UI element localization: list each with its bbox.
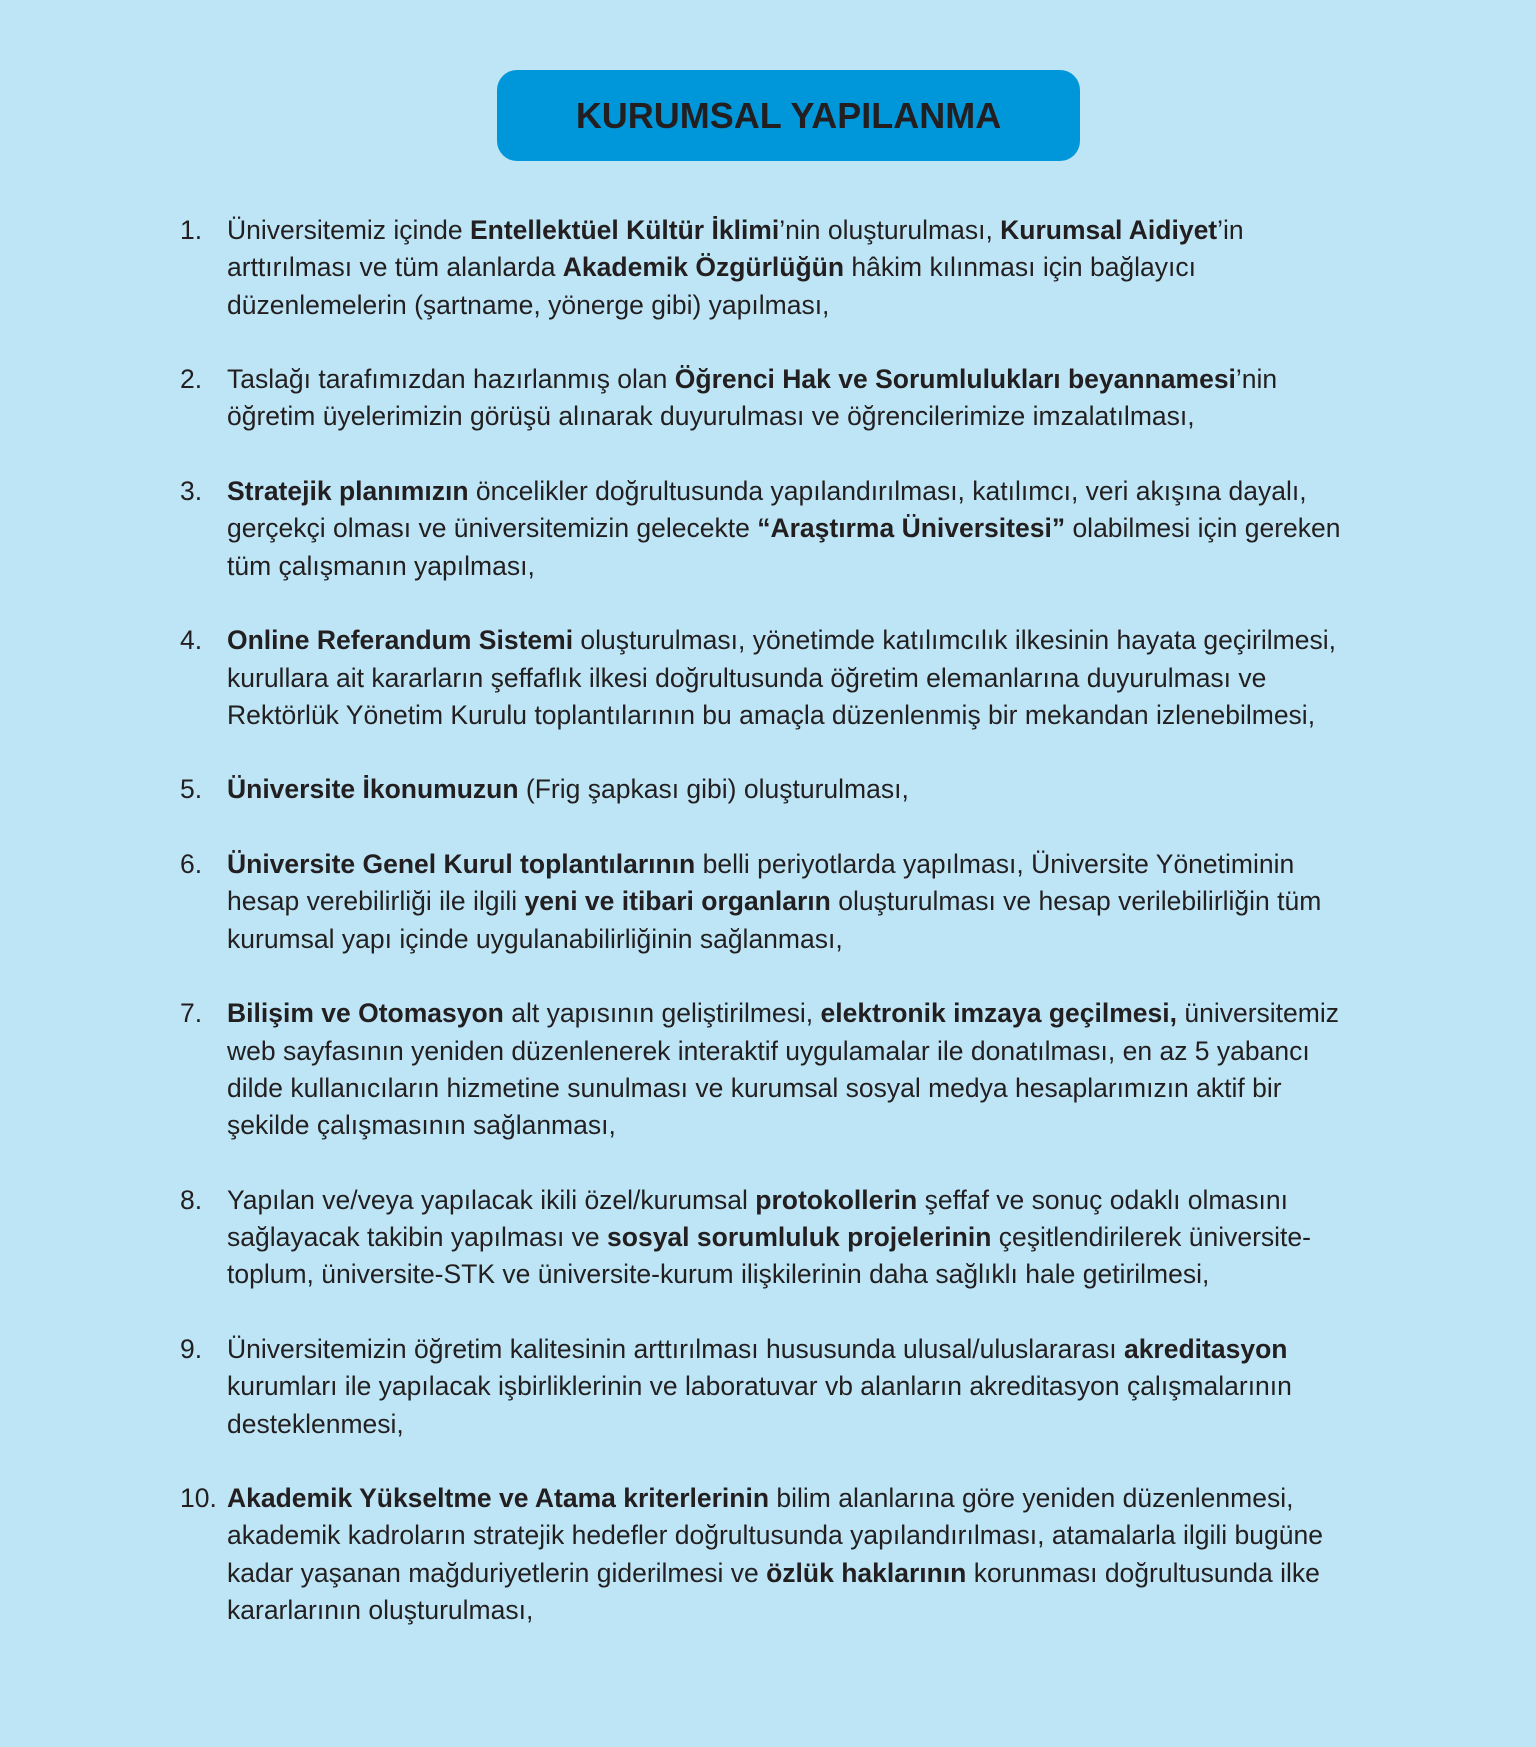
list-item-text: [227, 998, 1339, 1140]
list-item: [180, 473, 1360, 585]
body-text: oluşturulması ve hesap verilebilirliğin tüm kurumsal yapı içinde uygulanabilirliğinin sağlanması,: [227, 886, 1322, 954]
emphasis-text: özlük haklarının: [766, 1557, 967, 1588]
list-item: [180, 212, 1360, 324]
body-text: oluşturulması, yönetimde katılımcılık ilkesinin hayata geçirilmesi, kurullara ait kararların şeffaflık ilkesi doğrultusunda öğretim elemanlarına duyurulması ve Rektörlük Yönetim Kurulu toplantılarının bu amaçla düzenlenmiş bir mekandan izlenebilmesi,: [227, 625, 1336, 730]
body-text: alt yapısının geliştirilmesi,: [503, 998, 821, 1029]
emphasis-text: Bilişim ve Otomasyon: [227, 998, 504, 1029]
emphasis-text: Online Referandum Sistemi: [227, 625, 574, 656]
list-item-text: [227, 215, 1244, 320]
body-text: Üniversitemiz içinde: [227, 215, 470, 245]
list-item: [180, 771, 1360, 808]
list-item-number: 9.: [180, 1333, 203, 1364]
list-item-text: [227, 849, 1321, 954]
list-item-text: [227, 625, 1336, 730]
body-text: belli periyotlarda yapılması, Üniversite Yönetiminin hesap verebilirliği ile ilgili: [227, 849, 1295, 917]
emphasis-text: akreditasyon: [1123, 1333, 1288, 1364]
body-text: ’nin öğretim üyelerimizin görüşü alınarak duyurulması ve öğrencilerimize imzalatılması,: [227, 364, 1278, 432]
body-text: hâkim kılınması için bağlayıcı düzenlemelerin (şartname, yönerge gibi) yapılması,: [227, 252, 1197, 320]
numbered-list: [180, 212, 1360, 1667]
list-item-number: 7.: [180, 998, 203, 1029]
list-item-text: [227, 476, 1341, 581]
list-item-number: 3.: [180, 476, 203, 507]
page-title: KURUMSAL YAPILANMA: [575, 94, 1002, 136]
body-text: ’in arttırılması ve tüm alanlarda: [227, 215, 1244, 283]
emphasis-text: sosyal sorumluluk projelerinin: [607, 1222, 992, 1253]
list-item: [180, 622, 1360, 734]
list-item-number: 8.: [180, 1184, 203, 1215]
emphasis-text: Akademik Yükseltme ve Atama kriterlerinin: [227, 1483, 770, 1514]
emphasis-text: Akademik Özgürlüğün: [562, 252, 845, 283]
body-text: olabilmesi için gereken tüm çalışmanın yapılması,: [227, 513, 1341, 581]
list-item-text: [227, 1185, 1311, 1290]
emphasis-text: Öğrenci Hak ve Sorumlulukları beyannamesi: [674, 364, 1236, 395]
emphasis-text: protokollerin: [755, 1184, 918, 1215]
list-item-number: 10.: [180, 1483, 217, 1514]
list-item: [180, 1182, 1360, 1294]
list-item-number: 2.: [180, 364, 203, 395]
body-text: kurumları ile yapılacak işbirliklerinin ve laboratuvar vb alanların akreditasyon çalışmalarının desteklenmesi,: [227, 1371, 1292, 1439]
list-item-number: 1.: [180, 215, 203, 245]
body-text: ’nin oluşturulması,: [779, 215, 1001, 245]
emphasis-text: Üniversite Genel Kurul toplantılarının: [227, 849, 696, 880]
list-item: [180, 361, 1360, 436]
body-text: korunması doğrultusunda ilke kararlarının oluşturulması,: [227, 1557, 1320, 1625]
body-text: öncelikler doğrultusunda yapılandırılması, katılımcı, veri akışına dayalı, gerçekçi olması ve üniversitemizin gelecekte: [227, 476, 1307, 544]
title-banner: [497, 70, 1080, 161]
body-text: bilim alanlarına göre yeniden düzenlenmesi, akademik kadroların stratejik hedefler doğrultusunda yapılandırılması, atamalarla ilgili bugüne kadar yaşanan mağduriyetlerin giderilmesi ve: [227, 1483, 1323, 1588]
list-item-text: [227, 1334, 1292, 1439]
list-item-text: [227, 364, 1277, 431]
body-text: üniversitemiz web sayfasının yeniden düzenlenerek interaktif uygulamalar ile donatılması, en az 5 yabancı dilde kullanıcıların hizmetine sunulması ve kurumsal sosyal medya hesaplarımızın aktif bir şekilde çalışmasının sağlanması,: [227, 998, 1339, 1141]
list-item-text: [227, 774, 909, 804]
emphasis-text: yeni ve itibari organların: [524, 886, 831, 917]
emphasis-text: Üniversite İkonumuzun: [227, 774, 519, 805]
list-item-number: 6.: [180, 849, 203, 880]
emphasis-text: Stratejik planımızın: [227, 476, 469, 507]
list-item-number: 4.: [180, 625, 203, 656]
list-item: [180, 1480, 1360, 1629]
body-text: Yapılan ve/veya yapılacak ikili özel/kurumsal: [227, 1184, 756, 1215]
list-item: [180, 995, 1360, 1144]
body-text: Üniversitemizin öğretim kalitesinin arttırılması hususunda ulusal/uluslararası: [227, 1333, 1124, 1364]
emphasis-text: Entellektüel Kültür İklimi: [470, 215, 780, 245]
list-item-text: [227, 1483, 1323, 1625]
body-text: (Frig şapkası gibi) oluşturulması,: [518, 774, 909, 805]
emphasis-text: Kurumsal Aidiyet: [1000, 215, 1218, 245]
body-text: Taslağı tarafımızdan hazırlanmış olan: [227, 364, 675, 395]
list-item-number: 5.: [180, 774, 203, 805]
emphasis-text: “Araştırma Üniversitesi”: [757, 513, 1066, 544]
body-text: şeffaf ve sonuç odaklı olmasını sağlayacak takibin yapılması ve: [227, 1184, 1288, 1253]
list-item: [180, 846, 1360, 958]
body-text: çeşitlendirilerek üniversite-toplum, üniversite-STK ve üniversite-kurum ilişkilerinin daha sağlıklı hale getirilmesi,: [227, 1222, 1311, 1290]
list-item: [180, 1331, 1360, 1443]
emphasis-text: elektronik imzaya geçilmesi,: [820, 998, 1177, 1029]
